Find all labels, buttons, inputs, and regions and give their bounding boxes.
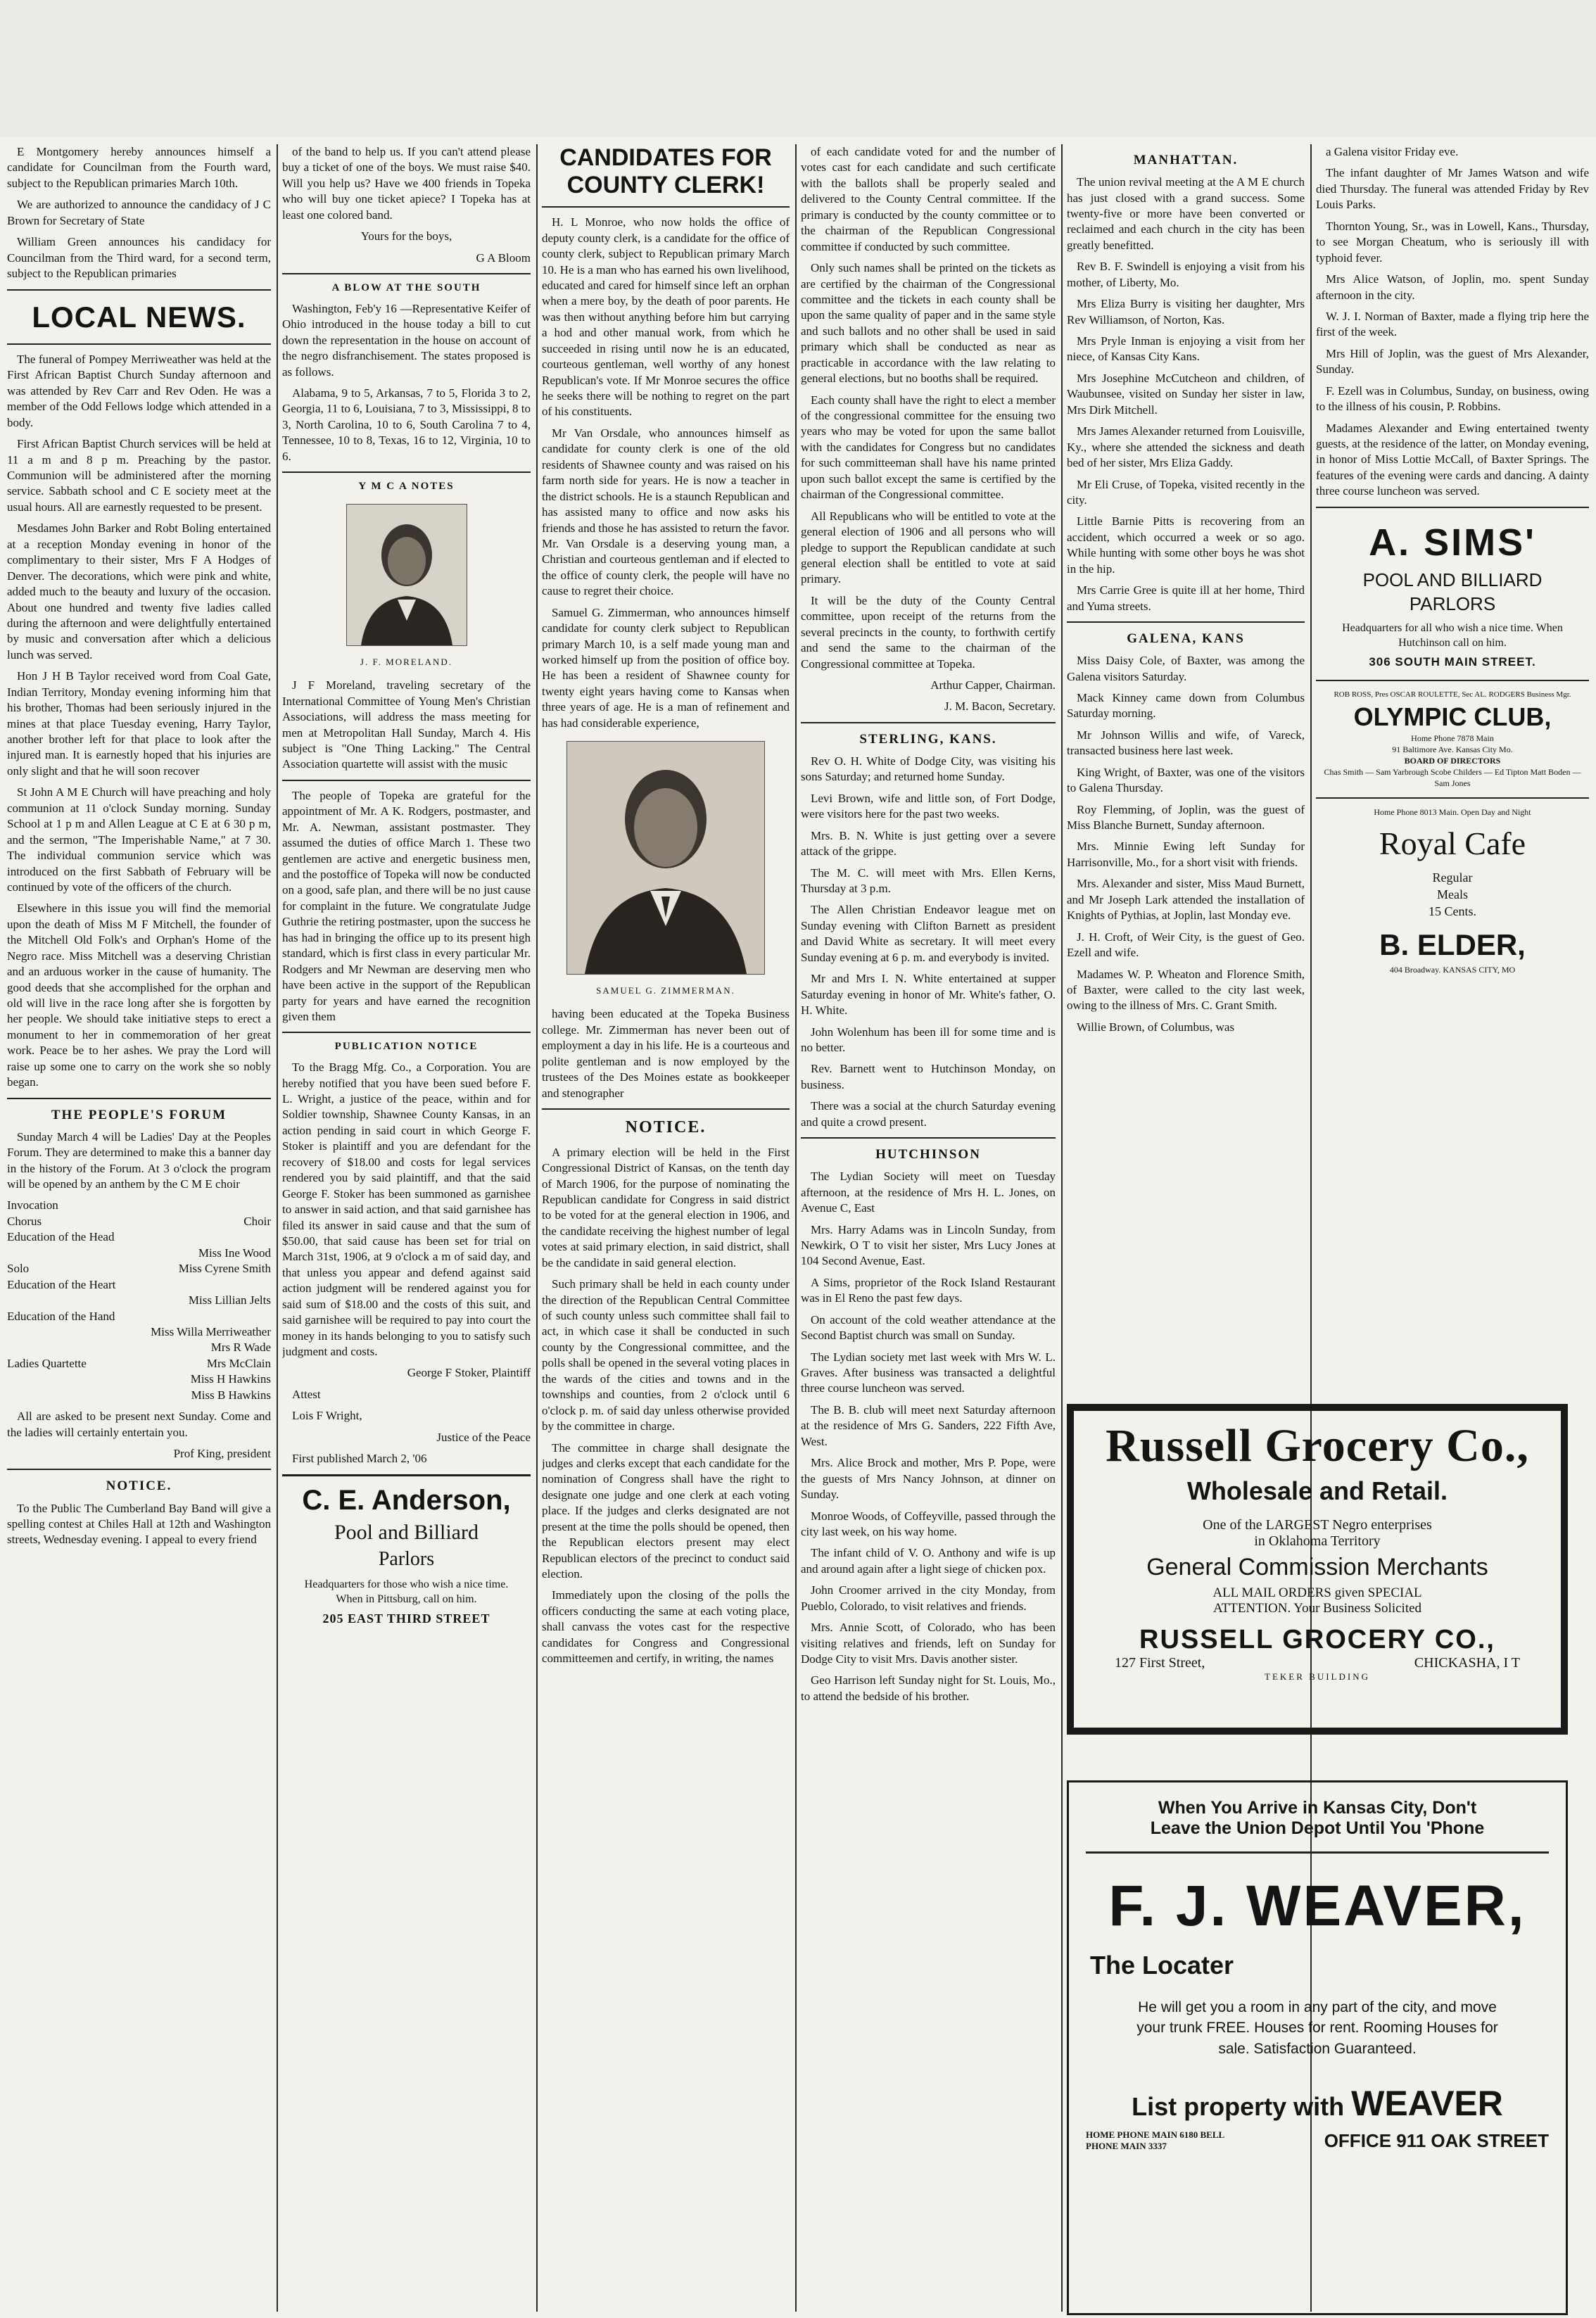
hutchinson-heading: HUTCHINSON <box>875 1147 981 1163</box>
galena-item: Thornton Young, Sr., was in Lowell, Kans., Thursday, to see Morgan Cheatum, who is seriously ill with typhoid fever. <box>1316 219 1589 265</box>
manhattan-item: The union revival meeting at the A M E church has just closed with a grand success. Some twenty-five or more have been converted or reclaimed and each church in the city has been greatly benefitted. <box>1067 175 1305 252</box>
divider <box>801 722 1056 723</box>
program-row: Miss B Hawkins <box>191 1388 271 1402</box>
divider <box>1316 797 1589 799</box>
hutchinson-item: Monroe Woods, of Coffeyville, passed through the city last week, on his way home. <box>801 1509 1056 1538</box>
sterling-item: John Wolenhum has been ill for some time and is no better. <box>801 1025 1056 1054</box>
russell-address: 127 First Street, <box>1115 1654 1205 1671</box>
publication-justice: Lois F Wright, <box>292 1409 362 1423</box>
zimmerman-caption: SAMUEL G. ZIMMERMAN. <box>596 985 735 996</box>
anderson-address: 205 EAST THIRD STREET <box>322 1611 490 1626</box>
hutchinson-item: On account of the cold weather attendance at the Second Baptist church was small on Sunday. <box>801 1312 1056 1343</box>
primary-notice-para: A primary election will be held in the First Congressional District of Kansas, on the tenth day of March 1906, for the purpose of nominating the Republican candidate for Congress in said district to be voted for at the general election in 1906, and the candidate receiving the highest number of legal votes at said primary election, in said district, shall be the candidate in said general election. <box>542 1145 790 1269</box>
manhattan-item: Mrs Eliza Burry is visiting her daughter, Mrs Rev Williamson, of Norton, Kas. <box>1067 297 1305 327</box>
south-list: Alabama, 9 to 5, Arkansas, 7 to 5, Florida 3 to 2, Georgia, 11 to 6, Louisiana, 7 to 3, Mississippi, 8 to 3, North Carolina, 10 to 6, South Carolina 7 to 4, Tennessee, 10 to 8, Texas, 16 to 12, Virginia, 10 to 6. <box>282 386 531 463</box>
russell-grocery-ad <box>1067 1404 1568 1735</box>
olympic-officers: ROB ROSS, Pres OSCAR ROULETTE, Sec AL. RODGERS Business Mgr. <box>1334 690 1571 699</box>
weaver-line2: Leave the Union Depot Until You 'Phone <box>1150 1818 1485 1838</box>
weaver-name: F. J. WEAVER, <box>1108 1874 1526 1938</box>
zimmerman-continued: having been educated at the Topeka Business college. Mr. Zimmerman has never been out of employment a day in his life. He is a courteous and polite gentleman and is now employed by the trustees of the Des Moines estate as bookkeeper and stenographer <box>542 1007 790 1100</box>
russell-line2: in Oklahoma Territory <box>1254 1533 1381 1549</box>
russell-footer: TEKER BUILDING <box>1265 1671 1370 1682</box>
sterling-heading: STERLING, KANS. <box>859 731 997 747</box>
sterling-item: Rev O. H. White of Dodge City, was visiting his sons Saturday; and returned home Sunday. <box>801 754 1056 784</box>
russell-line5: ATTENTION. Your Business Solicited <box>1212 1600 1422 1616</box>
weaver-line1: When You Arrive in Kansas City, Don't <box>1158 1798 1477 1818</box>
divider <box>282 273 531 274</box>
olympic-ad <box>1316 688 1589 790</box>
galena-item: J. H. Croft, of Weir City, is the guest of Geo. Ezell and wife. <box>1067 930 1305 960</box>
galena-item: King Wright, of Baxter, was one of the visitors to Galena Thursday. <box>1067 765 1305 795</box>
galena-item: Mack Kinney came down from Columbus Saturday morning. <box>1067 690 1305 721</box>
hutchinson-item: The infant child of V. O. Anthony and wife is up and around again after a light siege of chicken pox. <box>801 1546 1056 1576</box>
sterling-item: Levi Brown, wife and little son, of Fort Dodge, were visitors here for the past two weeks. <box>801 791 1056 821</box>
moreland-portrait <box>346 504 467 646</box>
zimmerman-portrait <box>566 741 765 975</box>
news-item: First African Baptist Church services will be held at 11 a m and 8 p m. Preaching by the pastor. Communion will be administered after the morning service. Sabbath school and C E society meet at the usual hours. All are earnestly requested to be present. <box>7 437 271 514</box>
news-item: Mesdames John Barker and Robt Boling entertained at a reception Monday evening in honor of the complimentary to their sister, Mrs F A Hodges of Denver. The decorations, which were pink and white, added much to the beauty and luxury of the occasion. About one hundred and twenty five ladies called during the afternoon and were delightfully entertained by music and conversation after which a delicious lunch was served. <box>7 521 271 661</box>
announcement: William Green announces his candidacy for Councilman from the Third ward, for a second term, subject to the Republican primaries <box>7 235 271 281</box>
announcement: We are authorized to announce the candidacy of J C Brown for Secretary of State <box>7 198 271 227</box>
program-row: Miss H Hawkins <box>190 1372 271 1386</box>
weaver-divider <box>1086 1851 1549 1854</box>
russell-subtitle: Wholesale and Retail. <box>1186 1476 1448 1505</box>
column-3 <box>542 144 790 2312</box>
manhattan-item: Rev B. F. Swindell is enjoying a visit from his mother, of Liberty, Mo. <box>1067 260 1305 289</box>
forum-signature: Prof King, president <box>173 1447 271 1461</box>
ymca-heading: Y M C A NOTES <box>358 481 455 493</box>
manhattan-item: Mrs Josephine McCutcheon and children, of Waubunsee, visited on Sunday her sister in law, Mrs Dirk Mitchell. <box>1067 371 1305 417</box>
olympic-address: 91 Baltimore Ave. Kansas City Mo. <box>1392 745 1513 755</box>
weaver-list-name: WEAVER <box>1351 2084 1503 2124</box>
galena-item: The infant daughter of Mr James Watson and wife died Thursday. The funeral was attended Friday by Rev Louis Parks. <box>1316 166 1589 212</box>
sterling-item: Mr and Mrs I. N. White entertained at supper Saturday evening in honor of Mr. White's father, O. H. White. <box>801 972 1056 1018</box>
hutchinson-item: The B. B. club will meet next Saturday afternoon at the residence of Mrs G. Sanders, 222 Fifth Ave, West. <box>801 1402 1056 1448</box>
primary-notice-continued: of each candidate voted for and the number of votes cast for each candidate and such certificate with the ballots shall be properly sealed and delivered to the County Central committee. If the primary is conducted by the county committee or to the chairman of the Republican Congressional committee if conducted by such committee. <box>801 145 1056 253</box>
publication-notice-text: To the Bragg Mfg. Co., a Corporation. You are hereby notified that you have been sued before F. L. Wright, a justice of the peace, within and for Soldier township, Shawnee County Kansas, in an action pending in said court in which George F. Stoker is plaintiff and you are defendant for the recovery of $18.00 and costs for legal services rendered you by said plaintiff, and that the said George F. Stoker has been summoned as garnishee to answer in said action, and that said garnishee has filed its answer in said cause and that the sum of $50.00, that said cause has been set for trial on March 31st, 1906, at 9 o'clock a m of said day, and that unless you appear and defend against said action judgment will be rendered against you for said sum of $18.00 and the costs of this suit, and said garnishee will be required to pay into court the money in its hands belonging to you to satisfy such judgment and costs. <box>282 1060 531 1359</box>
program-row: Education of the Heart <box>7 1277 116 1291</box>
hutchinson-item: Mrs. Annie Scott, of Colorado, who has been visiting relatives and friends, left on Sunday for Dodge City to visit Mrs. Davis another sister. <box>801 1621 1056 1666</box>
sterling-item: Rev. Barnett went to Hutchinson Monday, on business. <box>801 1062 1056 1091</box>
secretary-signature: J. M. Bacon, Secretary. <box>944 699 1056 714</box>
program-row: Ladies Quartette Mrs McClain <box>7 1356 271 1370</box>
manhattan-item: Mrs Carrie Gree is quite ill at her home, Third and Yuma streets. <box>1067 583 1305 613</box>
column-rule <box>277 144 278 2312</box>
russell-line1: One of the LARGEST Negro enterprises <box>1203 1516 1432 1533</box>
elder-address: 404 Broadway. KANSAS CITY, MO <box>1389 964 1516 975</box>
divider <box>282 1032 531 1033</box>
program-row: Miss Willa Merriweather <box>151 1324 271 1338</box>
column-6 <box>1316 144 1589 1383</box>
sims-ad <box>1316 515 1589 673</box>
forum-heading: THE PEOPLE'S FORUM <box>51 1107 227 1122</box>
publication-attest: Attest <box>292 1387 321 1401</box>
program-row: Education of the Head <box>7 1230 115 1244</box>
olympic-phone: Home Phone 7878 Main <box>1411 733 1494 744</box>
manhattan-item: Mrs Pryle Inman is enjoying a visit from her niece, of Kansas City Kans. <box>1067 334 1305 364</box>
chairman-signature: Arthur Capper, Chairman. <box>930 678 1056 692</box>
anderson-ad <box>282 1474 531 1633</box>
manhattan-heading: MANHATTAN. <box>1133 153 1239 167</box>
weaver-phones: HOME PHONE MAIN 6180 BELL PHONE MAIN 3337 <box>1086 2129 1224 2152</box>
russell-line3: General Commission Merchants <box>1146 1553 1488 1581</box>
manhattan-item: Little Barnie Pitts is recovering from an accident, which occurred a week or so ago. While hunting with some other boys he was shot in the hip. <box>1067 514 1305 576</box>
divider <box>801 1137 1056 1139</box>
primary-notice-continued: Only such names shall be printed on the tickets as are certified by the chairman of the Congressional committee and the tickets in each county shall be upon the same quality of paper and in the same style and such ballots and no other shall be used in said primary which shall be conducted as near as practicable in accordance with the law relating to general elections, but no booths shall be required. <box>801 261 1056 386</box>
galena-item: Mrs Alice Watson, of Joplin, mo. spent Sunday afternoon in the city. <box>1316 272 1589 302</box>
hutchinson-item: The Lydian Society will meet on Tuesday afternoon, at the residence of Mrs H. L. Jones, on Avenue C, East <box>801 1170 1056 1215</box>
olympic-board-title: BOARD OF DIRECTORS <box>1404 755 1501 766</box>
manhattan-item: Mrs James Alexander returned from Louisville, Ky., where she attended the sickness and death bed of her sister, Mrs Eliza Gaddy. <box>1067 424 1305 470</box>
sterling-item: The Allen Christian Endeavor league met on Sunday evening with Clifton Barnett as president and David White as secretary. It will meet every Sunday evening at 6 p. m. and everybody is invited. <box>801 903 1056 964</box>
sterling-item: There was a social at the church Saturday evening and quite a crowd present. <box>801 1099 1056 1129</box>
program-row: Mrs R Wade <box>210 1341 271 1355</box>
primary-notice-heading: NOTICE. <box>625 1117 707 1136</box>
divider <box>542 206 790 208</box>
galena-item: Miss Daisy Cole, of Baxter, was among the Galena visitors Saturday. <box>1067 654 1305 683</box>
hutchinson-item: Geo Harrison left Sunday night for St. Louis, Mo., to attend the bedside of his brother. <box>801 1673 1056 1703</box>
anderson-name: C. E. Anderson, <box>302 1484 511 1516</box>
candidate-monroe: H. L Monroe, who now holds the office of deputy county clerk, is a candidate for the office of county clerk, subject to Republican primary March 10. He is a man who has earned his own livelihood, educated and cared for himself since left an orphan when a mere boy, by the death of poor parents. He was then without anything before him but carrying a hod and other manual work, from which he succeeded in rising until now he is an educated, courteous gentleman, well worthy of any honest Republican's vote. If Mr Monroe secures the office he seeks there will be nothing to regret on the part of his constituents. <box>542 215 790 419</box>
column-rule <box>536 144 538 2312</box>
program-row: Education of the Hand <box>7 1309 115 1323</box>
weaver-office: OFFICE 911 OAK STREET <box>1324 2129 1549 2151</box>
publication-date: First published March 2, '06 <box>292 1452 427 1466</box>
news-item: Elsewhere in this issue you will find the memorial upon the death of Miss M F Mitchell, the founder of the Mitchell Old Folk's and Orphan's Home of the Negro race. Miss Mitchell was a deserving Christian and an arduous worker in the cause of humanity. The good deeds that she accomplished for the orphan and old will live in the race long after she is forgotten by her people. We should take initiative steps to erect a monument to her in commemoration of her great work. Peace be to her ashes. We pray the Lord will raise up some one to carry on the work she so nobly began. <box>7 901 271 1089</box>
notice-heading: NOTICE. <box>106 1478 172 1494</box>
hutchinson-item: A Sims, proprietor of the Rock Island Restaurant was in El Reno the past few days. <box>801 1275 1056 1305</box>
divider <box>542 1108 790 1110</box>
divider <box>7 1098 271 1099</box>
russell-name: Russell Grocery Co., <box>1106 1420 1529 1471</box>
divider <box>282 780 531 781</box>
russell-address-row <box>1087 1655 1548 1671</box>
weaver-contact-row <box>1086 2129 1549 2152</box>
program-list <box>7 1198 271 1403</box>
forum-closing: All are asked to be present next Sunday. Come and the ladies will certainly entertain you. <box>7 1410 271 1439</box>
primary-notice-para: Immediately upon the closing of the polls the officers conducting the same at each voting place, shall canvass the votes cast for the respective candidates for Congress and Congressional committeemen and certify, in writing, the names <box>542 1588 790 1666</box>
band-notice-closing: Yours for the boys, <box>360 229 452 243</box>
weaver-title: The Locater <box>1090 1951 1234 1980</box>
anderson-line1: Pool and Billiard <box>334 1521 479 1545</box>
column-1 <box>7 144 271 2312</box>
column-2 <box>282 144 531 2312</box>
announcement: E Montgomery hereby announces himself a candidate for Councilman from the Fourth ward, subject to the Republican primaries March 10th. <box>7 145 271 190</box>
primary-notice-continued: It will be the duty of the County Central committee, upon receipt of the returns from the several precincts in the county, to forthwith certify and send the same to the chairman of the Congressional committee at Topeka. <box>801 593 1056 671</box>
galena-item: Mrs. Alexander and sister, Miss Maud Burnett, and Mr Joseph Lark attended the installation of Knights of Pythias, at Joplin, last Monday eve. <box>1067 877 1305 923</box>
program-row: Invocation <box>7 1198 58 1212</box>
hutchinson-item: Mrs. Alice Brock and mother, Mrs P. Pope, were the guests of Mrs Nancy Johnson, at dinner on Sunday. <box>801 1456 1056 1502</box>
royal-cafe-ad <box>1316 806 1589 977</box>
moreland-caption: J. F. MORELAND. <box>360 657 453 668</box>
program-row: Chorus Choir <box>7 1214 271 1228</box>
portrait-illustration <box>567 742 764 974</box>
sterling-item: The M. C. will meet with Mrs. Ellen Kerns, Thursday at 3 p.m. <box>801 866 1056 896</box>
galena-item: Madames Alexander and Ewing entertained twenty guests, at the residence of the latter, on Monday evening, in honor of Miss Lottie McCall, of Baxter Springs. The features of the evening were cards and dancing. A dainty three course luncheon was served. <box>1316 421 1589 498</box>
candidate-zimmerman: Samuel G. Zimmerman, who announces himself candidate for county clerk subject to Republican primary March 10, is a self made young man and worked himself up from the position of office boy. He has been a resident of Shawnee county for twenty eight years having come to Kansas when three years of age. He is a man of refinement and has had considerable experience, <box>542 605 790 730</box>
galena-item: Willie Brown, of Columbus, was <box>1077 1020 1235 1034</box>
divider <box>1316 507 1589 508</box>
program-row: Miss Lillian Jelts <box>188 1293 271 1307</box>
galena-item: Madames W. P. Wheaton and Florence Smith, of Baxter, were called to the city last week, owing to the illness of Mrs. C. Grant Smith. <box>1067 967 1305 1013</box>
column-5 <box>1067 144 1305 1383</box>
royal-phone: Home Phone 8013 Main. Open Day and Night <box>1374 807 1531 818</box>
divider <box>7 289 271 291</box>
candidates-heading-line2: COUNTY CLERK! <box>566 172 765 199</box>
program-row: Solo Miss Cyrene Smith <box>7 1262 271 1276</box>
page-top-margin <box>0 0 1596 137</box>
galena-item: Mrs Hill of Joplin, was the guest of Mrs Alexander, Sunday. <box>1316 346 1589 376</box>
candidates-heading-line1: CANDIDATES FOR <box>559 144 772 171</box>
galena-item: W. J. I. Norman of Baxter, made a flying trip here the first of the week. <box>1316 309 1589 339</box>
sims-name: A. SIMS' <box>1369 521 1536 564</box>
south-text: Washington, Feb'y 16 —Representative Keifer of Ohio introduced in the house today a bill to cut down the representation in the house on account of the negro disfranchisement. The states proposed is as follows. <box>282 301 531 379</box>
olympic-name: OLYMPIC CLUB, <box>1353 702 1552 731</box>
news-item: Hon J H B Taylor received word from Coal Gate, Indian Territory, Monday evening informing him that his brother, Thomas had been seriously injured in the mines at that place Tuesday evening, Harry Taylor, another brother left for that place to look after the injured man. It is earnestly hoped that his injuries are only slight and that he will soon recover <box>7 669 271 778</box>
sterling-item: Mrs. B. N. White is just getting over a severe attack of the grippe. <box>801 828 1056 859</box>
galena-item: Roy Flemming, of Joplin, was the guest of Miss Blanche Burnett, Sunday afternoon. <box>1067 802 1305 832</box>
divider <box>282 471 531 473</box>
hutchinson-item: The Lydian society met last week with Mrs W. L. Graves. After business was transacted a delightful three course luncheon was served. <box>801 1350 1056 1395</box>
russell-name-2: RUSSELL GROCERY CO., <box>1139 1624 1495 1654</box>
sims-text: Headquarters for all who wish a nice time. When Hutchinson call on him. <box>1342 621 1563 649</box>
russell-line4: ALL MAIL ORDERS given SPECIAL <box>1212 1585 1422 1600</box>
divider <box>7 343 271 345</box>
band-notice-signature: G A Bloom <box>476 251 531 265</box>
column-rule <box>795 144 797 2312</box>
galena-heading: GALENA, KANS <box>1127 631 1245 647</box>
galena-item: F. Ezell was in Columbus, Sunday, on business, owing to the illness of his cousin, P. Robbins. <box>1316 384 1589 414</box>
elder-name: B. ELDER, <box>1379 928 1526 962</box>
manhattan-item: Mr Eli Cruse, of Topeka, visited recently in the city. <box>1067 477 1305 507</box>
anderson-text: Headquarters for those who wish a nice time. When in Pittsburg, call on him. <box>304 1578 509 1606</box>
column-4 <box>801 144 1056 2312</box>
local-news-heading: LOCAL NEWS. <box>32 300 246 334</box>
notice-text: To the Public The Cumberland Bay Band will give a spelling contest at Chiles Hall at 12th and Washington streets, Wednesday evening. I appeal to every friend <box>7 1501 271 1547</box>
primary-notice-para: The committee in charge shall designate the judges and clerks except that each candidate for the nomination of Congress shall have the right to designate one judge and one clerk at each voting place. If the judges and clerks designated are not present at the time the polls should be opened, then the Republican electors present may elect Republican electors of the precinct to conduct said election. <box>542 1440 790 1581</box>
candidate-van-orsdale: Mr Van Orsdale, who announces himself as candidate for county clerk is one of the old residents of Shawnee county and was raised on his farm north side for years. He is now a teacher in the district schools. He is a staunch Republican and has assisted many to office and now asks his friends and those he has assisted to return the favor. Mr. Van Orsdale is a deserving young man, a Christian and courteous gentleman and if elected to the office of county clerk, the people will have no cause to regret their choice. <box>542 426 790 598</box>
ymca-text: J F Moreland, traveling secretary of the International Committee of Young Men's Christian Associations, will address the mass meeting for men at Metropolitan Hall Sunday, March 4. His subject is "One Thing Lacking." The Central Association quartette will assist with the music <box>282 678 531 771</box>
galena-item: Mr Johnson Willis and wife, of Vareck, transacted business here last week. <box>1067 728 1305 758</box>
primary-notice-continued: All Republicans who will be entitled to vote at the general election of 1906 and all persons who will pledge to support the Republican candidate at such general election shall be entitled to vote at said primary. <box>801 509 1056 586</box>
portrait-illustration <box>347 505 467 645</box>
royal-name: Royal Cafe <box>1379 825 1526 862</box>
sims-line2: PARLORS <box>1409 593 1496 615</box>
program-row: Miss Ine Wood <box>198 1246 271 1260</box>
divider <box>7 1469 271 1470</box>
galena-item: Mrs. Minnie Ewing left Sunday for Harrisonville, Mo., for a short visit with friends. <box>1067 840 1305 869</box>
publication-justice-title: Justice of the Peace <box>436 1430 531 1444</box>
news-item: The funeral of Pompey Merriweather was held at the First African Baptist Church Sunday afternoon and was attended by Rev Carr and Rev Oden. He was a member of the Odd Fellows lodge which attended in a body. <box>7 352 271 429</box>
anderson-line2: Parlors <box>378 1548 435 1571</box>
weaver-text: He will get you a room in any part of the city, and move your trunk FREE. Houses for rent. Rooming Houses for sale. Satisfaction Guaranteed. <box>1136 1999 1498 2057</box>
royal-line1: Regular <box>1432 870 1473 885</box>
sims-address: 306 SOUTH MAIN STREET. <box>1369 654 1536 669</box>
sims-line1: POOL AND BILLIARD <box>1362 569 1543 591</box>
hutchinson-item: Mrs. Harry Adams was in Lincoln Sunday, from Newkirk, O T to visit her sister, Mrs Lucy Jones at 104 Second Avenue, East. <box>801 1222 1056 1268</box>
hutchinson-item: John Croomer arrived in the city Monday, from Pueblo, Colorado, to visit relatives and friends. <box>801 1583 1056 1613</box>
primary-notice-continued: Each county shall have the right to elect a member of the congressional committee for the ensuing two years who may be voted for upon the same ballot with the candidates for Congress but no candidates for such committeeman shall have his name printed upon such ballot except the same is certified by the chairman of the Congressional committee. <box>801 393 1056 502</box>
south-heading: A BLOW AT THE SOUTH <box>331 282 481 294</box>
band-notice-continued: of the band to help us. If you can't attend please buy a ticket of one of the boys. We must raise $40. Will you help us? Have we 400 friends in Topeka who will buy one ticket apiece? I Topeka has at least one colored band. <box>282 145 531 222</box>
primary-notice-para: Such primary shall be held in each county under the direction of the Republican Central Committee of such county unless such committee shall fail to act, in which case it shall be conducted in such county by the Congressional committee, and the polls shall be opened in the several voting places in the wards of the cities and towns and in the townships and counties, from 2 o'clock until 6 o'clock p. m. of said day unless otherwise provided by the committee in charge. <box>542 1277 790 1433</box>
column-rule <box>1061 144 1063 2312</box>
royal-line2: Meals <box>1437 887 1468 901</box>
galena-item: a Galena visitor Friday eve. <box>1326 145 1459 158</box>
publication-signature: George F Stoker, Plaintiff <box>407 1366 531 1380</box>
divider <box>1067 621 1305 623</box>
russell-city: CHICKASHA, I T <box>1414 1654 1520 1671</box>
forum-text: Sunday March 4 will be Ladies' Day at the Peoples Forum. They are determined to make this a banner day in the history of the Forum. At 3 o'clock the program will be opened by an anthem by the C M E choir <box>7 1129 271 1191</box>
weaver-list-label: List property with <box>1132 2092 1345 2122</box>
divider <box>1316 680 1589 681</box>
news-item: St John A M E Church will have preaching and holy communion at 11 o'clock Sunday morning. Sunday School at 1 p m and Allen League at C E at 6 30 p m, and the sermon, "The Imperishable Name," at 7 30. The individual communion service which was introduced on the first Sabbath of February will be continued by vote of the officers of the church. <box>7 785 271 894</box>
postmaster-article: The people of Topeka are grateful for the appointment of Mr. A K. Rodgers, postmaster, and Mr. A. Newman, assistant postmaster. They assumed the duties of office March 1. These two gentlemen are active and energetic business men, and the postoffice of Topeka will now be conducted on a good, safe plan, and there will be no just cause for complaint in the future. We congratulate Judge Guthrie the retiring postmaster, upon the success he has had in bringing the office up to its present high standard, which is first class in every particular Mr. Rodgers and Mr Newman are deserving men who have been active in the support of the Republican party for years and have earned the recognition given them <box>282 788 531 1023</box>
royal-line3: 15 Cents. <box>1428 904 1476 918</box>
olympic-board: Chas Smith — Sam Yarbrough Scobe Childers — Ed Tipton Matt Boden — Sam Jones <box>1324 766 1581 788</box>
weaver-ad <box>1067 1780 1568 2315</box>
weaver-list-row <box>1086 2083 1549 2124</box>
publication-notice-heading: PUBLICATION NOTICE <box>334 1041 479 1053</box>
